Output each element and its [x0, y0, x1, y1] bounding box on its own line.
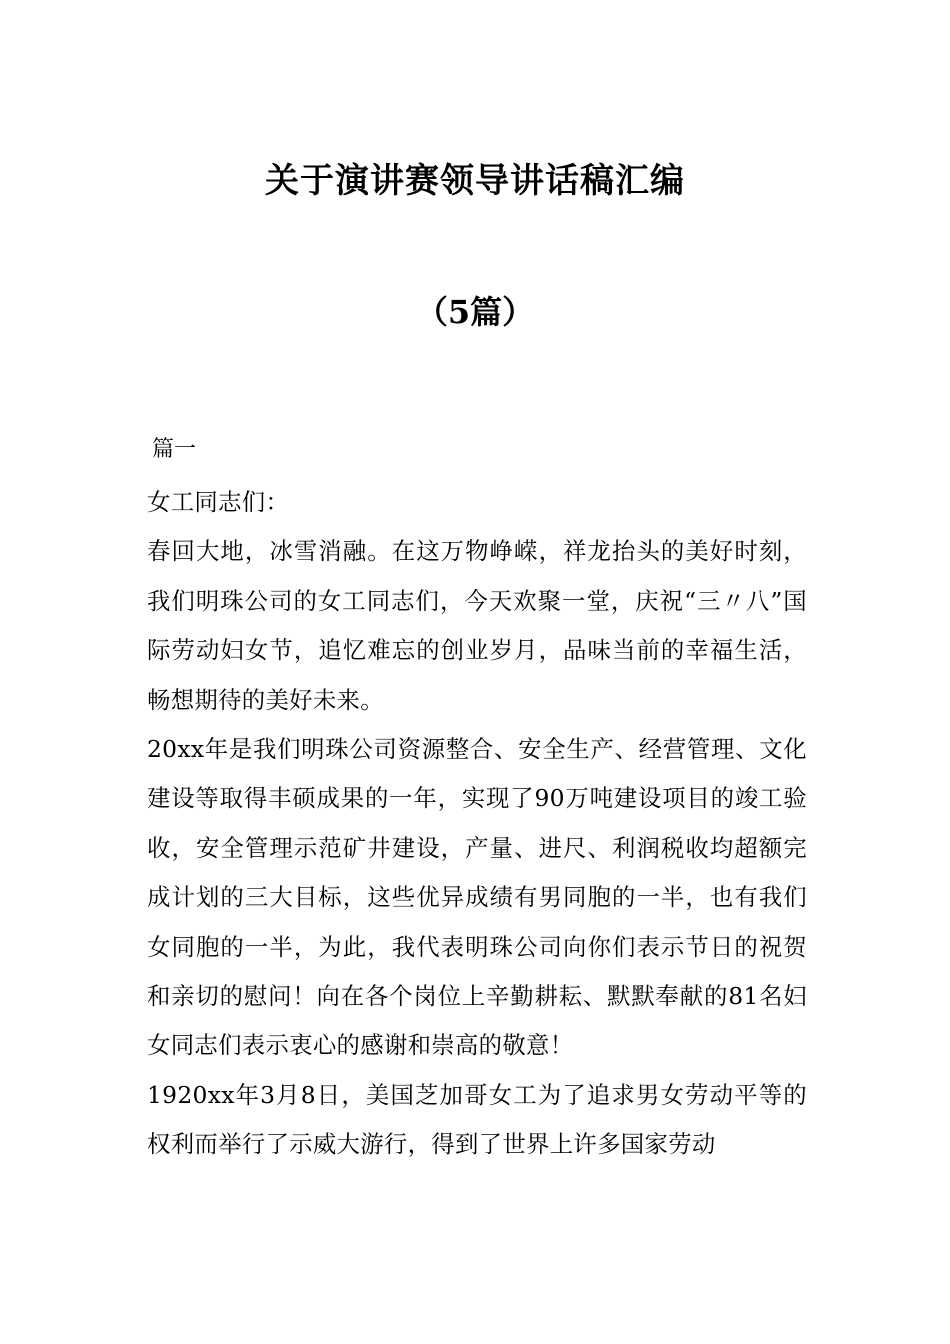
- document-title: 关于演讲赛领导讲话稿汇编: [265, 161, 685, 201]
- paragraph: 春回大地，冰雪消融。在这万物峥嵘，祥龙抬头的美好时刻，我们明珠公司的女工同志们，今天欢聚一堂，庆祝“三〃八”国际劳动妇女节，追忆难忘的创业岁月，品味当前的幸福生活，畅想期待的美好未来。: [147, 537, 807, 714]
- body-text: [147, 478, 807, 1170]
- section-heading: 篇一: [152, 437, 197, 462]
- paragraph-salutation: 女工同志们：: [147, 488, 290, 516]
- paragraph: 1920xx年3月8日，美国芝加哥女工为了追求男女劳动平等的权利而举行了示威大游行，得到了世界上许多国家劳动: [147, 1080, 807, 1159]
- document-subtitle: （5篇）: [415, 293, 535, 331]
- paragraph: 20xx年是我们明珠公司资源整合、安全生产、经营管理、文化建设等取得丰硕成果的一年，实现了90万吨建设项目的竣工验收，安全管理示范矿井建设，产量、进尺、利润税收均超额完成计划的三大目标，这些优异成绩有男同胞的一半，也有我们女同胞的一半，为此，我代表明珠公司向你们表示节日的祝贺和亲切的慰问！向在各个岗位上辛勤耕耘、默默奉献的81名妇女同志们表示衷心的感谢和崇高的敬意！: [147, 735, 807, 1060]
